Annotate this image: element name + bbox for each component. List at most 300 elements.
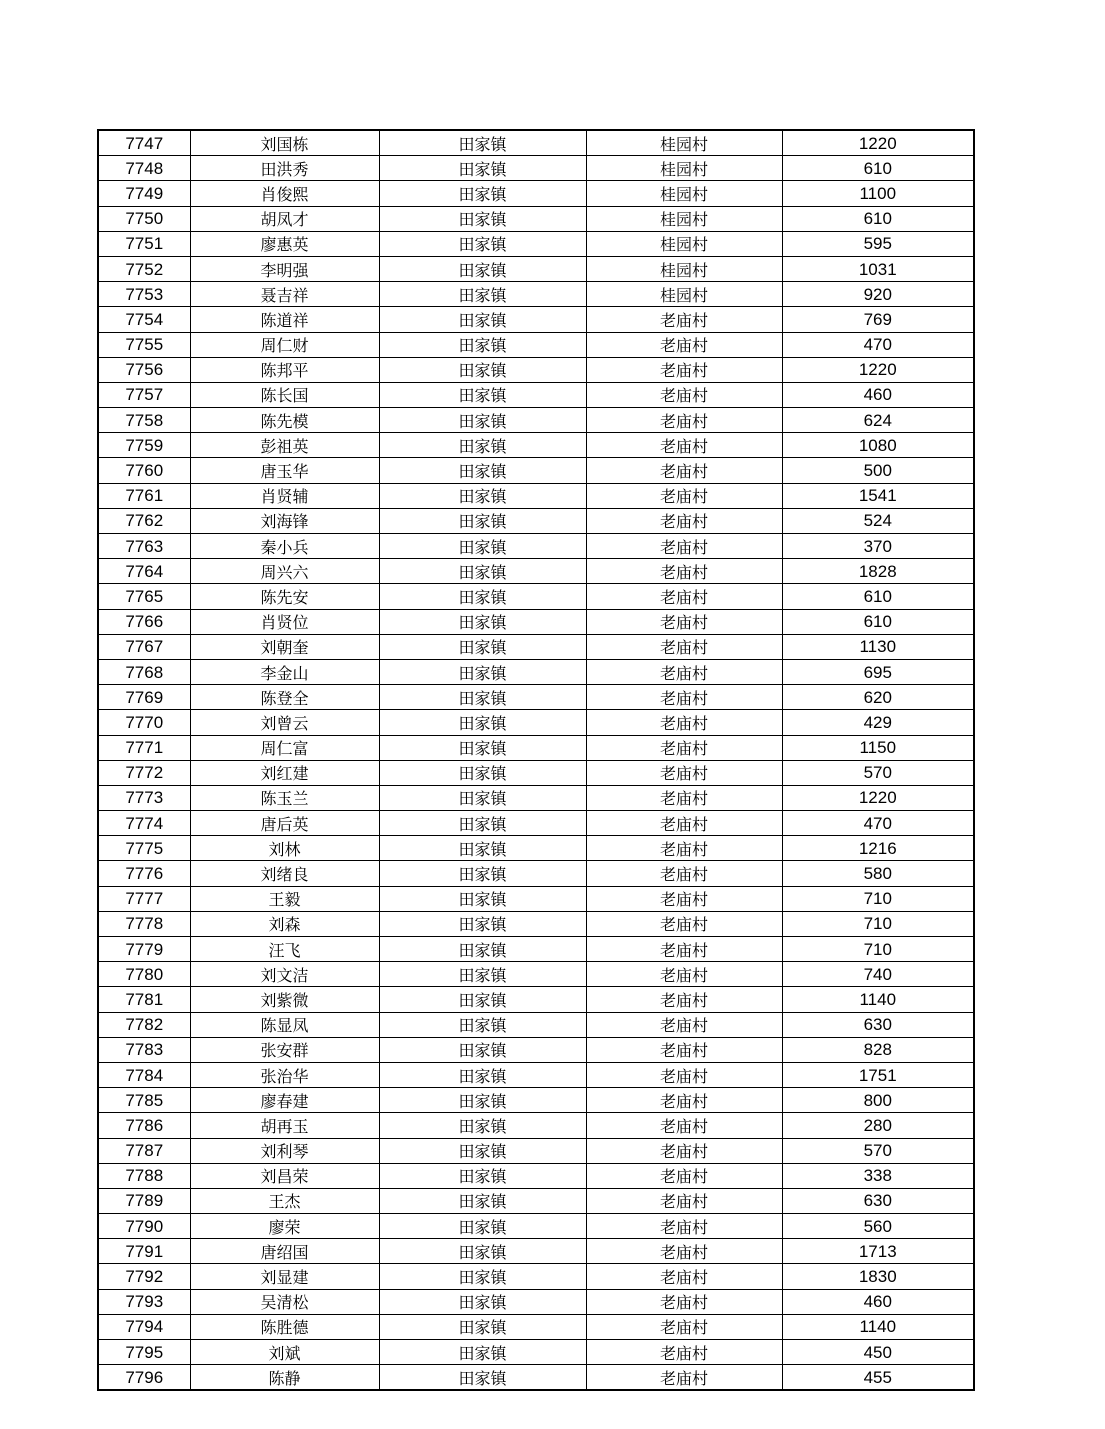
cell-id: 7769 <box>98 685 190 710</box>
table-row <box>98 609 974 634</box>
table-row <box>98 1012 974 1037</box>
cell-name: 肖俊熙 <box>190 181 379 206</box>
cell-town: 田家镇 <box>379 609 586 634</box>
cell-name: 张安群 <box>190 1037 379 1062</box>
cell-amount: 610 <box>782 609 974 634</box>
cell-village: 老庙村 <box>586 1314 782 1339</box>
cell-amount: 570 <box>782 1138 974 1163</box>
cell-name: 刘利琴 <box>190 1138 379 1163</box>
cell-id: 7751 <box>98 231 190 256</box>
table-row <box>98 433 974 458</box>
cell-id: 7780 <box>98 962 190 987</box>
cell-amount: 570 <box>782 760 974 785</box>
cell-name: 唐玉华 <box>190 458 379 483</box>
cell-amount: 580 <box>782 861 974 886</box>
cell-name: 陈先模 <box>190 408 379 433</box>
cell-name: 汪飞 <box>190 937 379 962</box>
table-row <box>98 458 974 483</box>
cell-id: 7758 <box>98 408 190 433</box>
table-row <box>98 811 974 836</box>
cell-name: 刘昌荣 <box>190 1163 379 1188</box>
cell-name: 王毅 <box>190 886 379 911</box>
table-row <box>98 1062 974 1087</box>
cell-id: 7760 <box>98 458 190 483</box>
cell-id: 7786 <box>98 1113 190 1138</box>
cell-id: 7779 <box>98 937 190 962</box>
cell-town: 田家镇 <box>379 1037 586 1062</box>
cell-name: 廖荣 <box>190 1214 379 1239</box>
cell-town: 田家镇 <box>379 710 586 735</box>
table-row <box>98 1314 974 1339</box>
cell-id: 7749 <box>98 181 190 206</box>
cell-town: 田家镇 <box>379 1088 586 1113</box>
cell-amount: 1751 <box>782 1062 974 1087</box>
cell-amount: 1140 <box>782 1314 974 1339</box>
cell-village: 老庙村 <box>586 332 782 357</box>
cell-amount: 1100 <box>782 181 974 206</box>
cell-village: 老庙村 <box>586 408 782 433</box>
cell-id: 7759 <box>98 433 190 458</box>
cell-id: 7770 <box>98 710 190 735</box>
cell-name: 刘显建 <box>190 1264 379 1289</box>
cell-id: 7791 <box>98 1239 190 1264</box>
cell-name: 陈登全 <box>190 685 379 710</box>
table-row <box>98 1188 974 1213</box>
cell-village: 老庙村 <box>586 1264 782 1289</box>
cell-id: 7756 <box>98 357 190 382</box>
cell-town: 田家镇 <box>379 1365 586 1391</box>
cell-town: 田家镇 <box>379 987 586 1012</box>
cell-town: 田家镇 <box>379 785 586 810</box>
cell-town: 田家镇 <box>379 685 586 710</box>
cell-amount: 370 <box>782 534 974 559</box>
cell-town: 田家镇 <box>379 357 586 382</box>
table-row <box>98 962 974 987</box>
cell-town: 田家镇 <box>379 1239 586 1264</box>
cell-town: 田家镇 <box>379 1214 586 1239</box>
cell-town: 田家镇 <box>379 282 586 307</box>
cell-id: 7755 <box>98 332 190 357</box>
cell-village: 老庙村 <box>586 760 782 785</box>
cell-town: 田家镇 <box>379 1264 586 1289</box>
cell-amount: 620 <box>782 685 974 710</box>
cell-village: 老庙村 <box>586 685 782 710</box>
table-row <box>98 937 974 962</box>
cell-town: 田家镇 <box>379 483 586 508</box>
cell-village: 老庙村 <box>586 710 782 735</box>
cell-name: 陈静 <box>190 1365 379 1391</box>
cell-name: 彭祖英 <box>190 433 379 458</box>
cell-village: 老庙村 <box>586 1340 782 1365</box>
cell-id: 7775 <box>98 836 190 861</box>
cell-amount: 560 <box>782 1214 974 1239</box>
cell-amount: 769 <box>782 307 974 332</box>
cell-id: 7778 <box>98 911 190 936</box>
cell-amount: 920 <box>782 282 974 307</box>
cell-town: 田家镇 <box>379 332 586 357</box>
cell-name: 陈长国 <box>190 382 379 407</box>
cell-amount: 455 <box>782 1365 974 1391</box>
cell-village: 老庙村 <box>586 1365 782 1391</box>
cell-town: 田家镇 <box>379 584 586 609</box>
cell-town: 田家镇 <box>379 911 586 936</box>
cell-village: 老庙村 <box>586 634 782 659</box>
cell-id: 7785 <box>98 1088 190 1113</box>
cell-village: 老庙村 <box>586 458 782 483</box>
cell-name: 刘国栋 <box>190 130 379 156</box>
cell-name: 周仁富 <box>190 735 379 760</box>
cell-town: 田家镇 <box>379 1113 586 1138</box>
cell-name: 陈道祥 <box>190 307 379 332</box>
table-row <box>98 382 974 407</box>
cell-town: 田家镇 <box>379 382 586 407</box>
cell-id: 7773 <box>98 785 190 810</box>
cell-village: 桂园村 <box>586 282 782 307</box>
cell-town: 田家镇 <box>379 559 586 584</box>
cell-village: 桂园村 <box>586 181 782 206</box>
cell-id: 7757 <box>98 382 190 407</box>
cell-amount: 460 <box>782 1289 974 1314</box>
cell-village: 老庙村 <box>586 987 782 1012</box>
data-table <box>97 129 975 1391</box>
cell-amount: 630 <box>782 1188 974 1213</box>
cell-name: 胡再玉 <box>190 1113 379 1138</box>
cell-village: 桂园村 <box>586 206 782 231</box>
cell-id: 7752 <box>98 256 190 281</box>
cell-amount: 470 <box>782 332 974 357</box>
cell-id: 7787 <box>98 1138 190 1163</box>
cell-amount: 1220 <box>782 357 974 382</box>
cell-town: 田家镇 <box>379 937 586 962</box>
cell-amount: 1031 <box>782 256 974 281</box>
cell-name: 陈胜德 <box>190 1314 379 1339</box>
cell-id: 7784 <box>98 1062 190 1087</box>
cell-village: 老庙村 <box>586 1214 782 1239</box>
cell-id: 7777 <box>98 886 190 911</box>
cell-amount: 1830 <box>782 1264 974 1289</box>
cell-village: 老庙村 <box>586 1088 782 1113</box>
cell-name: 肖贤位 <box>190 609 379 634</box>
cell-amount: 470 <box>782 811 974 836</box>
table-row <box>98 156 974 181</box>
cell-town: 田家镇 <box>379 1062 586 1087</box>
cell-id: 7767 <box>98 634 190 659</box>
cell-amount: 1220 <box>782 785 974 810</box>
cell-id: 7747 <box>98 130 190 156</box>
cell-village: 老庙村 <box>586 609 782 634</box>
cell-id: 7783 <box>98 1037 190 1062</box>
cell-name: 刘文洁 <box>190 962 379 987</box>
cell-village: 老庙村 <box>586 1012 782 1037</box>
cell-village: 老庙村 <box>586 357 782 382</box>
cell-village: 桂园村 <box>586 231 782 256</box>
table-row <box>98 534 974 559</box>
cell-amount: 1220 <box>782 130 974 156</box>
table-row <box>98 911 974 936</box>
cell-name: 刘红建 <box>190 760 379 785</box>
cell-amount: 1140 <box>782 987 974 1012</box>
cell-village: 老庙村 <box>586 1113 782 1138</box>
cell-name: 肖贤辅 <box>190 483 379 508</box>
cell-amount: 710 <box>782 937 974 962</box>
cell-id: 7792 <box>98 1264 190 1289</box>
cell-amount: 630 <box>782 1012 974 1037</box>
cell-amount: 460 <box>782 382 974 407</box>
table-row <box>98 130 974 156</box>
cell-amount: 338 <box>782 1163 974 1188</box>
cell-amount: 740 <box>782 962 974 987</box>
cell-id: 7789 <box>98 1188 190 1213</box>
cell-town: 田家镇 <box>379 861 586 886</box>
cell-id: 7762 <box>98 508 190 533</box>
cell-amount: 1130 <box>782 634 974 659</box>
cell-amount: 450 <box>782 1340 974 1365</box>
cell-village: 老庙村 <box>586 584 782 609</box>
cell-town: 田家镇 <box>379 231 586 256</box>
cell-town: 田家镇 <box>379 1314 586 1339</box>
cell-id: 7753 <box>98 282 190 307</box>
cell-name: 张治华 <box>190 1062 379 1087</box>
cell-id: 7766 <box>98 609 190 634</box>
cell-id: 7776 <box>98 861 190 886</box>
cell-amount: 280 <box>782 1113 974 1138</box>
cell-name: 唐后英 <box>190 811 379 836</box>
table-row <box>98 1340 974 1365</box>
cell-town: 田家镇 <box>379 634 586 659</box>
cell-town: 田家镇 <box>379 836 586 861</box>
cell-name: 周兴六 <box>190 559 379 584</box>
table-row <box>98 483 974 508</box>
cell-amount: 595 <box>782 231 974 256</box>
table-row <box>98 1113 974 1138</box>
cell-village: 老庙村 <box>586 508 782 533</box>
cell-name: 陈邦平 <box>190 357 379 382</box>
table-row <box>98 231 974 256</box>
cell-name: 廖春建 <box>190 1088 379 1113</box>
cell-name: 陈玉兰 <box>190 785 379 810</box>
cell-amount: 610 <box>782 206 974 231</box>
cell-town: 田家镇 <box>379 433 586 458</box>
cell-amount: 1150 <box>782 735 974 760</box>
cell-village: 老庙村 <box>586 886 782 911</box>
cell-village: 老庙村 <box>586 382 782 407</box>
cell-village: 老庙村 <box>586 433 782 458</box>
cell-village: 老庙村 <box>586 659 782 684</box>
cell-town: 田家镇 <box>379 1163 586 1188</box>
cell-town: 田家镇 <box>379 1188 586 1213</box>
cell-town: 田家镇 <box>379 408 586 433</box>
cell-id: 7774 <box>98 811 190 836</box>
cell-id: 7781 <box>98 987 190 1012</box>
cell-amount: 1216 <box>782 836 974 861</box>
table-row <box>98 307 974 332</box>
table-row <box>98 836 974 861</box>
cell-village: 老庙村 <box>586 1289 782 1314</box>
table-row <box>98 659 974 684</box>
cell-town: 田家镇 <box>379 256 586 281</box>
table-row <box>98 760 974 785</box>
cell-village: 老庙村 <box>586 1062 782 1087</box>
cell-name: 唐绍国 <box>190 1239 379 1264</box>
cell-village: 老庙村 <box>586 937 782 962</box>
cell-village: 老庙村 <box>586 811 782 836</box>
cell-town: 田家镇 <box>379 659 586 684</box>
cell-village: 桂园村 <box>586 130 782 156</box>
table-row <box>98 256 974 281</box>
cell-town: 田家镇 <box>379 1012 586 1037</box>
cell-village: 老庙村 <box>586 911 782 936</box>
table-row <box>98 987 974 1012</box>
cell-name: 秦小兵 <box>190 534 379 559</box>
cell-village: 老庙村 <box>586 483 782 508</box>
cell-name: 周仁财 <box>190 332 379 357</box>
table-row <box>98 1289 974 1314</box>
cell-amount: 500 <box>782 458 974 483</box>
cell-name: 刘紫微 <box>190 987 379 1012</box>
cell-name: 吴清松 <box>190 1289 379 1314</box>
cell-name: 李明强 <box>190 256 379 281</box>
cell-village: 桂园村 <box>586 156 782 181</box>
cell-village: 老庙村 <box>586 861 782 886</box>
cell-id: 7765 <box>98 584 190 609</box>
cell-village: 老庙村 <box>586 962 782 987</box>
table-row <box>98 785 974 810</box>
cell-town: 田家镇 <box>379 508 586 533</box>
cell-village: 桂园村 <box>586 256 782 281</box>
cell-amount: 429 <box>782 710 974 735</box>
cell-id: 7796 <box>98 1365 190 1391</box>
cell-id: 7794 <box>98 1314 190 1339</box>
cell-id: 7782 <box>98 1012 190 1037</box>
cell-town: 田家镇 <box>379 886 586 911</box>
cell-village: 老庙村 <box>586 559 782 584</box>
cell-id: 7772 <box>98 760 190 785</box>
cell-id: 7748 <box>98 156 190 181</box>
cell-town: 田家镇 <box>379 760 586 785</box>
cell-town: 田家镇 <box>379 735 586 760</box>
table-row <box>98 1163 974 1188</box>
table-row <box>98 357 974 382</box>
cell-village: 老庙村 <box>586 1163 782 1188</box>
cell-id: 7788 <box>98 1163 190 1188</box>
cell-name: 刘森 <box>190 911 379 936</box>
cell-id: 7764 <box>98 559 190 584</box>
table-row <box>98 1214 974 1239</box>
cell-amount: 524 <box>782 508 974 533</box>
cell-name: 刘朝奎 <box>190 634 379 659</box>
cell-amount: 828 <box>782 1037 974 1062</box>
cell-id: 7761 <box>98 483 190 508</box>
cell-amount: 1828 <box>782 559 974 584</box>
cell-id: 7750 <box>98 206 190 231</box>
cell-amount: 610 <box>782 584 974 609</box>
cell-id: 7793 <box>98 1289 190 1314</box>
table-row <box>98 634 974 659</box>
table-row <box>98 332 974 357</box>
cell-village: 老庙村 <box>586 307 782 332</box>
table-row <box>98 559 974 584</box>
cell-town: 田家镇 <box>379 307 586 332</box>
cell-amount: 710 <box>782 886 974 911</box>
cell-name: 李金山 <box>190 659 379 684</box>
cell-town: 田家镇 <box>379 130 586 156</box>
cell-town: 田家镇 <box>379 1138 586 1163</box>
cell-amount: 800 <box>782 1088 974 1113</box>
cell-name: 胡凤才 <box>190 206 379 231</box>
table-row <box>98 408 974 433</box>
cell-village: 老庙村 <box>586 1138 782 1163</box>
cell-name: 廖惠英 <box>190 231 379 256</box>
cell-id: 7790 <box>98 1214 190 1239</box>
cell-name: 田洪秀 <box>190 156 379 181</box>
cell-name: 陈先安 <box>190 584 379 609</box>
cell-name: 刘林 <box>190 836 379 861</box>
table-row <box>98 886 974 911</box>
table-row <box>98 1037 974 1062</box>
table-row <box>98 1239 974 1264</box>
cell-village: 老庙村 <box>586 1037 782 1062</box>
table-row <box>98 735 974 760</box>
cell-name: 陈显凤 <box>190 1012 379 1037</box>
cell-name: 刘斌 <box>190 1340 379 1365</box>
cell-village: 老庙村 <box>586 785 782 810</box>
cell-id: 7754 <box>98 307 190 332</box>
cell-name: 刘曾云 <box>190 710 379 735</box>
table-row <box>98 1088 974 1113</box>
table-row <box>98 206 974 231</box>
cell-amount: 1713 <box>782 1239 974 1264</box>
cell-name: 刘海锋 <box>190 508 379 533</box>
cell-amount: 1080 <box>782 433 974 458</box>
cell-town: 田家镇 <box>379 156 586 181</box>
cell-id: 7763 <box>98 534 190 559</box>
cell-village: 老庙村 <box>586 1188 782 1213</box>
cell-amount: 610 <box>782 156 974 181</box>
cell-id: 7771 <box>98 735 190 760</box>
cell-town: 田家镇 <box>379 962 586 987</box>
cell-village: 老庙村 <box>586 1239 782 1264</box>
cell-amount: 695 <box>782 659 974 684</box>
cell-town: 田家镇 <box>379 1340 586 1365</box>
table-row <box>98 584 974 609</box>
table-row <box>98 861 974 886</box>
table-row <box>98 1138 974 1163</box>
table-row <box>98 508 974 533</box>
table-row <box>98 710 974 735</box>
cell-town: 田家镇 <box>379 458 586 483</box>
table-row <box>98 1365 974 1391</box>
cell-town: 田家镇 <box>379 206 586 231</box>
cell-town: 田家镇 <box>379 181 586 206</box>
table-body <box>98 130 974 1390</box>
cell-town: 田家镇 <box>379 811 586 836</box>
cell-village: 老庙村 <box>586 735 782 760</box>
cell-id: 7768 <box>98 659 190 684</box>
cell-name: 刘绪良 <box>190 861 379 886</box>
cell-name: 王杰 <box>190 1188 379 1213</box>
cell-id: 7795 <box>98 1340 190 1365</box>
cell-amount: 710 <box>782 911 974 936</box>
table-row <box>98 181 974 206</box>
table-row <box>98 282 974 307</box>
cell-amount: 624 <box>782 408 974 433</box>
table-row <box>98 685 974 710</box>
cell-amount: 1541 <box>782 483 974 508</box>
cell-village: 老庙村 <box>586 836 782 861</box>
cell-village: 老庙村 <box>586 534 782 559</box>
table-row <box>98 1264 974 1289</box>
cell-town: 田家镇 <box>379 1289 586 1314</box>
